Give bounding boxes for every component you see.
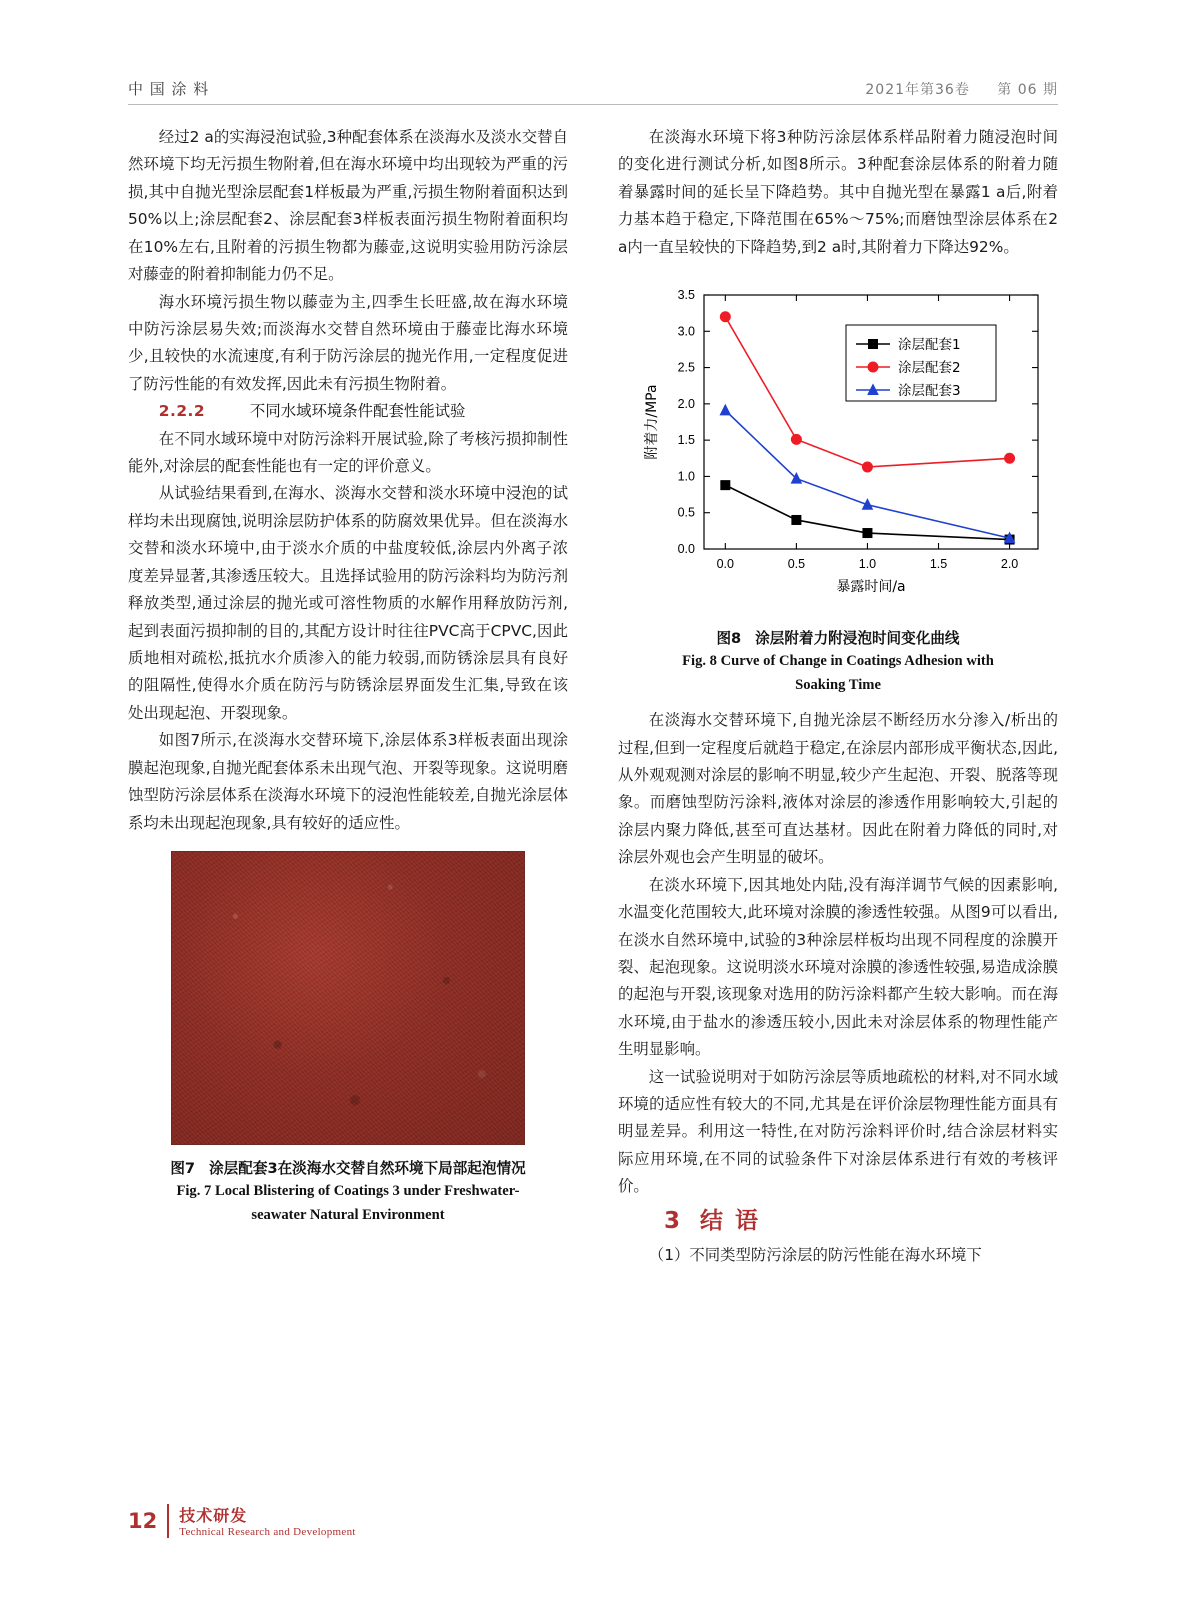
figure-7-label-cn: 图7 (170, 1159, 196, 1177)
paragraph: 如图7所示,在淡海水交替环境下,涂层体系3样板表面出现涂膜起泡现象,自抛光配套体系未出现气泡、开裂等现象。这说明磨蚀型防污涂层体系在淡海水环境下的浸泡性能较差,自抛光涂层体系均未出现起泡现象,具有较好的适应性。 (128, 731, 568, 832)
paragraph: 从试验结果看到,在海水、淡海水交替和淡水环境中浸泡的试样均未出现腐蚀,说明涂层防护体系的防腐效果优异。但在淡海水交替和淡水环境中,由于淡水介质的中盐度较低,涂层内外离子浓度差异显著,其渗透压较大。且选择试验用的防污涂料均为防污剂释放类型,通过涂层的抛光或可溶性物质的水解作用释放防污剂,起到表面污损抑制的目的,其配方设计时往往PVC高于CPVC,因此质地相对疏松,抵抗水介质渗入的能力较弱,而防锈涂层具有良好的阻隔性,使得水介质在防污与防锈涂层界面发生汇集,导致在该处出现起泡、开裂现象。 (128, 484, 568, 722)
chart-legend (846, 325, 996, 401)
figure-8-caption-en-line2: Soaking Time (795, 676, 881, 693)
figure-7-caption (128, 1157, 568, 1227)
paragraph: 在淡海水环境下将3种防污涂层体系样品附着力随浸泡时间的变化进行测试分析,如图8所示。3种配套涂层体系的附着力随着暴露时间的延长呈下降趋势。其中自抛光型在暴露1 a后,附着力基本趋于稳定,下降范围在65%～75%;而磨蚀型涂层体系在2 a内一直呈较快的下降趋势,到2 a时,其附着力下降达92%。 (618, 128, 1058, 256)
svg-text:暴露时间/a: 暴露时间/a (836, 579, 906, 596)
svg-text:1.5: 1.5 (677, 433, 695, 448)
figure-7-label-en: Fig. 7 (176, 1183, 212, 1200)
svg-text:3.0: 3.0 (677, 324, 695, 339)
issue-info (865, 79, 1058, 99)
conclusion-heading (618, 1201, 1058, 1242)
figure-8-label-cn: 图8 (716, 630, 742, 648)
page-header (128, 78, 1058, 99)
figure-7-caption-en (128, 1180, 568, 1203)
figure-7-image (171, 851, 525, 1145)
figure-8-text-cn: 涂层附着力附浸泡时间变化曲线 (755, 630, 960, 648)
svg-text:2.5: 2.5 (677, 360, 695, 375)
svg-text:0.5: 0.5 (677, 505, 695, 520)
svg-text:涂层配套1: 涂层配套1 (898, 337, 961, 354)
paragraph: 这一试验说明对于如防污涂层等质地疏松的材料,对不同水域环境的适应性有较大的不同,尤其是在评价涂层物理性能方面具有明显差异。利用这一特性,在对防污涂料评价时,结合涂层材料实际应用环境,在不同的试验条件下对涂层体系进行有效的考核评价。 (618, 1067, 1058, 1196)
page-footer (128, 1503, 356, 1538)
figure-8-caption-en (618, 650, 1058, 673)
paragraph: 经过2 a的实海浸泡试验,3种配套体系在淡海水及淡水交替自然环境下均无污损生物附着,但在海水环境中均出现较为严重的污损,其中自抛光型涂层配套1样板最为严重,污损生物附着面积达到50%以上;涂层配套2、涂层配套3样板表面污损生物附着面积均在10%左右,且附着的污损生物都为藤壶,这说明实验用防污涂层对藤壶的附着抑制能力仍不足。 (128, 128, 568, 284)
paragraph: 在淡海水交替环境下,自抛光涂层不断经历水分渗入/析出的过程,但到一定程度后就趋于稳定,在涂层内部形成平衡状态,因此,从外观观测对涂层的影响不明显,较少产生起泡、开裂、脱落等现象。而磨蚀型防污涂料,液体对涂层的渗透作用影响较大,引起的涂层内聚力降低,甚至可直达基材。因此在附着力降低的同时,对涂层外观也会产生明显的破坏。 (618, 711, 1058, 867)
figure-8-caption (618, 627, 1058, 697)
conclusion-number: 3 (664, 1207, 683, 1234)
header-divider (128, 104, 1058, 105)
svg-text:1.0: 1.0 (677, 469, 695, 484)
issue-number: 第 06 期 (997, 82, 1058, 98)
year-volume: 2021年第36卷 (865, 82, 970, 98)
figure-7-text-cn: 涂层配套3在淡海水交替自然环境下局部起泡情况 (209, 1159, 526, 1177)
footer-divider (167, 1504, 169, 1538)
svg-text:0.0: 0.0 (677, 542, 695, 557)
svg-text:涂层配套2: 涂层配套2 (898, 360, 961, 377)
figure-7-text-en-1: Local Blistering of Coatings 3 under Freshwater- (214, 1183, 520, 1200)
figure-7 (128, 851, 568, 1227)
paragraph: 在不同水域环境中对防污涂料开展试验,除了考核污损抑制性能外,对涂层的配套性能也有一定的评价意义。 (128, 429, 568, 476)
subsection-title: 不同水域环境条件配套性能试验 (249, 402, 466, 421)
svg-text:附着力/MPa: 附着力/MPa (644, 384, 660, 460)
paragraph: 在淡水环境下,因其地处内陆,没有海洋调节气候的因素影响,水温变化范围较大,此环境对涂膜的渗透性较强。从图9可以看出,在淡水自然环境中,试验的3种涂层样板均出现不同程度的涂膜开裂、起泡现象。这说明淡水环境对涂膜的渗透性较强,易造成涂膜的起泡与开裂,该现象对选用的防污涂料都产生较大影响。而在海水环境,由于盐水的渗透压较小,因此未对涂层体系的物理性能产生明显影响。 (618, 875, 1058, 1059)
footer-section-en: Technical Research and Development (179, 1526, 356, 1538)
figure-8 (618, 277, 1058, 697)
svg-text:0.0: 0.0 (716, 557, 735, 572)
subsection-heading (128, 398, 568, 425)
svg-text:2.0: 2.0 (677, 396, 695, 411)
journal-name: 中 国 涂 料 (128, 80, 210, 98)
figure-7-caption-cn (128, 1157, 568, 1180)
svg-text:涂层配套3: 涂层配套3 (898, 383, 961, 400)
figure-7-caption-en-line2: seawater Natural Environment (251, 1206, 445, 1223)
figure-8-label-en: Fig. 8 (682, 653, 717, 670)
figure-8-caption-cn (618, 627, 1058, 650)
svg-text:1.5: 1.5 (929, 557, 948, 572)
page-number: 12 (128, 1508, 158, 1533)
adhesion-chart (618, 277, 1058, 617)
footer-section-cn: 技术研发 (179, 1506, 248, 1525)
svg-text:1.0: 1.0 (858, 557, 877, 572)
footer-section (179, 1503, 356, 1538)
svg-text:3.5: 3.5 (677, 288, 695, 303)
svg-text:0.5: 0.5 (787, 557, 806, 572)
figure-8-text-en-1: Curve of Change in Coatings Adhesion with (720, 653, 994, 670)
svg-text:2.0: 2.0 (1000, 557, 1019, 572)
right-column (618, 124, 1058, 1269)
left-column (128, 124, 568, 1227)
subsection-number: 2.2.2 (158, 402, 206, 421)
conclusion-title: 结 语 (700, 1207, 761, 1234)
paragraph: （1）不同类型防污涂层的防污性能在海水环境下 (648, 1245, 982, 1264)
paragraph: 海水环境污损生物以藤壶为主,四季生长旺盛,故在海水环境中防污涂层易失效;而淡海水交替自然环境由于藤壶比海水环境少,且较快的水流速度,有利于防污涂层的抛光作用,一定程度促进了防污性能的有效发挥,因此未有污损生物附着。 (128, 292, 568, 393)
